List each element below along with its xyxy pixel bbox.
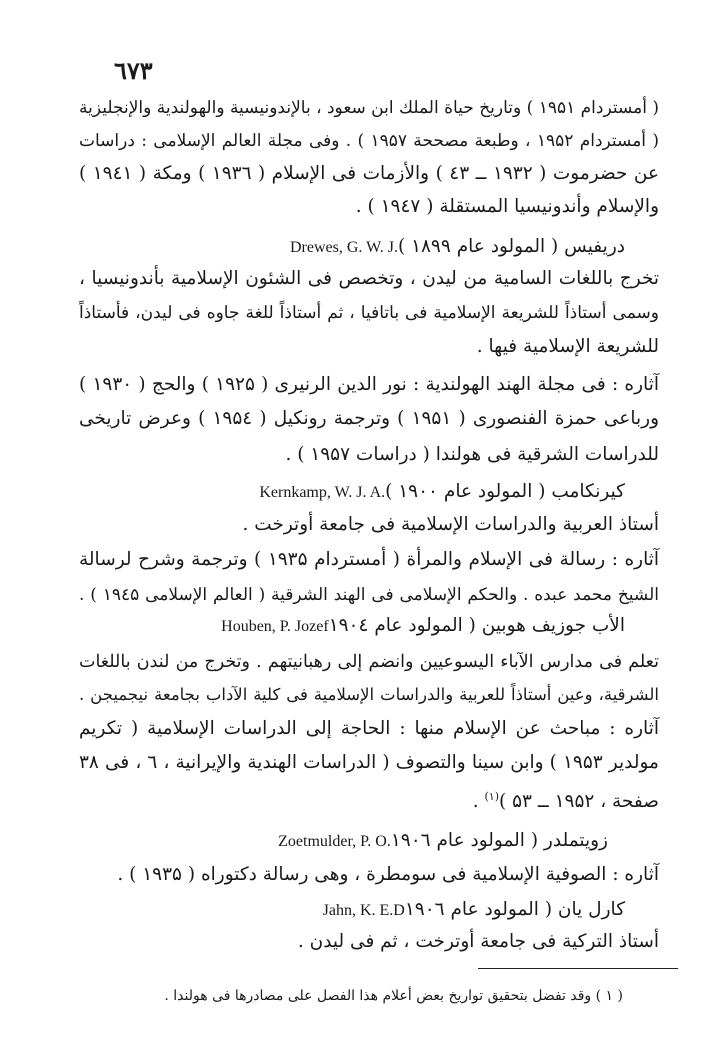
page-number: ٦٧٣ xyxy=(114,56,153,85)
line-text: عن حضرموت ( ۱۹۳۲ ــ ٤۳ ) والأزمات فى الإسلام ( ۱۹۳٦ ) ومكة ( ۱۹٤۱ ) xyxy=(79,163,660,184)
text-line xyxy=(79,300,659,326)
line-text: ( أمستردام ۱۹۵۲ ، وطبعة مصححة ۱۹۵۷ ) . وفى مجلة العالم الإسلامى : دراسات xyxy=(79,131,659,151)
line-text: آثاره : الصوفية الإسلامية فى سومطرة ، وهى رسالة دكتوراه ( ۱۹۳۵ ) . xyxy=(117,864,659,885)
line-text: تخرج باللغات السامية من ليدن ، وتخصص فى الشئون الإسلامية بأندونيسيا ، xyxy=(79,268,659,289)
heading-arabic: كيرنكامب ( المولود عام ۱۹۰۰ ) xyxy=(385,481,625,502)
line-text: آثاره : مباحث عن الإسلام منها : الحاجة إلى الدراسات الإسلامية ( تكريم xyxy=(79,718,659,739)
line-text: وسمى أستاذاً للشريعة الإسلامية فى باتافيا ، ثم أستاذاً للغة جاوه فى ليدن، فأستاذاً xyxy=(79,303,659,323)
text-line xyxy=(79,442,659,468)
text-line xyxy=(79,372,659,398)
line-text: أستاذ التركية فى جامعة أوترخت ، ثم فى ليدن . xyxy=(297,931,659,952)
footnote-divider xyxy=(478,968,678,969)
heading-latin-name: Jahn, K. E.D xyxy=(322,902,405,919)
heading-arabic: زويتملدر ( المولود عام ۱۹۰٦ xyxy=(390,830,608,851)
footnote-marker: (۱) xyxy=(484,790,499,803)
footnote: ( ۱ ) وقد تفضل بتحقيق تواريخ بعض أعلام هذا الفصل على مصادرها فى هولندا . xyxy=(164,988,623,1004)
line-text: الشرقية، وعين أستاذاً للعربية والدراسات الإسلامية فى كلية الآداب بجامعة نيجميجن . xyxy=(79,685,659,704)
heading-latin-name: Zoetmulder, P. O. xyxy=(278,833,391,850)
text-line xyxy=(79,128,659,154)
text-line xyxy=(79,95,659,121)
line-text: مولدير ۱۹۵۳ ) وابن سينا والتصوف ( الدراسات الهندية والإيرانية ، ٦ ، فى ۳۸ xyxy=(79,752,659,773)
text-line xyxy=(79,750,659,776)
text-line xyxy=(79,334,659,360)
line-text: تعلم فى مدارس الآباء اليسوعيين وانضم إلى رهبانيتهم . وتخرج من لندن باللغات xyxy=(79,652,659,672)
entry-heading xyxy=(79,897,625,924)
text-line xyxy=(79,161,659,187)
text-line xyxy=(79,582,659,608)
heading-arabic: كارل يان ( المولود عام ۱۹۰٦ xyxy=(404,899,625,920)
heading-latin-name: Drewes, G. W. J. xyxy=(289,239,398,256)
entry-heading xyxy=(79,479,625,506)
text-line xyxy=(79,649,659,675)
line-text: آثاره : رسالة فى الإسلام والمرأة ( أمستردام ۱۹۳۵ ) وترجمة وشرح لرسالة xyxy=(79,549,660,570)
text-line xyxy=(79,547,659,573)
text-line xyxy=(79,784,659,815)
heading-latin-name: Kernkamp, W. J. A. xyxy=(259,484,386,501)
line-text: ورباعى حمزة الفنصورى ( ۱۹۵۱ ) وترجمة رونكيل ( ۱۹۵٤ ) وعرض تاريخى xyxy=(79,408,660,429)
text-line xyxy=(79,716,659,742)
text-line xyxy=(79,512,659,538)
entry-heading xyxy=(79,828,608,855)
heading-arabic: الأب جوزيف هوبين ( المولود عام ۱۹۰٤ xyxy=(328,615,625,636)
line-tail: . xyxy=(472,791,485,813)
line-text: ( أمستردام ۱۹۵۱ ) وتاريخ حياة الملك ابن سعود ، بالإندونيسية والهولندية والإنجليزية xyxy=(79,98,660,118)
text-line xyxy=(79,266,659,292)
text-line xyxy=(79,929,659,955)
text-line xyxy=(79,862,659,888)
line-text: آثاره : فى مجلة الهند الهولندية : نور الدين الرنيرى ( ۱۹۲۵ ) والحج ( ۱۹۳۰ ) xyxy=(79,374,659,395)
entry-heading xyxy=(79,234,625,261)
text-line xyxy=(79,194,659,220)
text-line xyxy=(79,406,659,432)
entry-heading xyxy=(79,613,625,640)
line-text: صفحة ، ۱۹۵۲ ــ ۵۳ ) xyxy=(498,791,659,813)
line-text: للشريعة الإسلامية فيها . xyxy=(476,336,659,357)
heading-arabic: دريفيس ( المولود عام ۱۸۹۹ ) xyxy=(397,236,625,257)
line-text: للدراسات الشرقية فى هولندا ( دراسات ۱۹۵۷ ) . xyxy=(285,444,659,465)
line-text: والإسلام وأندونيسيا المستقلة ( ۱۹٤۷ ) . xyxy=(355,196,659,217)
line-text: الشيخ محمد عبده . والحكم الإسلامى فى الهند الشرقية ( العالم الإسلامى ۱۹٤۵ ) . xyxy=(79,585,660,605)
text-line xyxy=(79,682,659,708)
line-text: أستاذ العربية والدراسات الإسلامية فى جامعة أوترخت . xyxy=(242,514,659,535)
heading-latin-name: Houben, P. Jozef xyxy=(221,618,329,635)
